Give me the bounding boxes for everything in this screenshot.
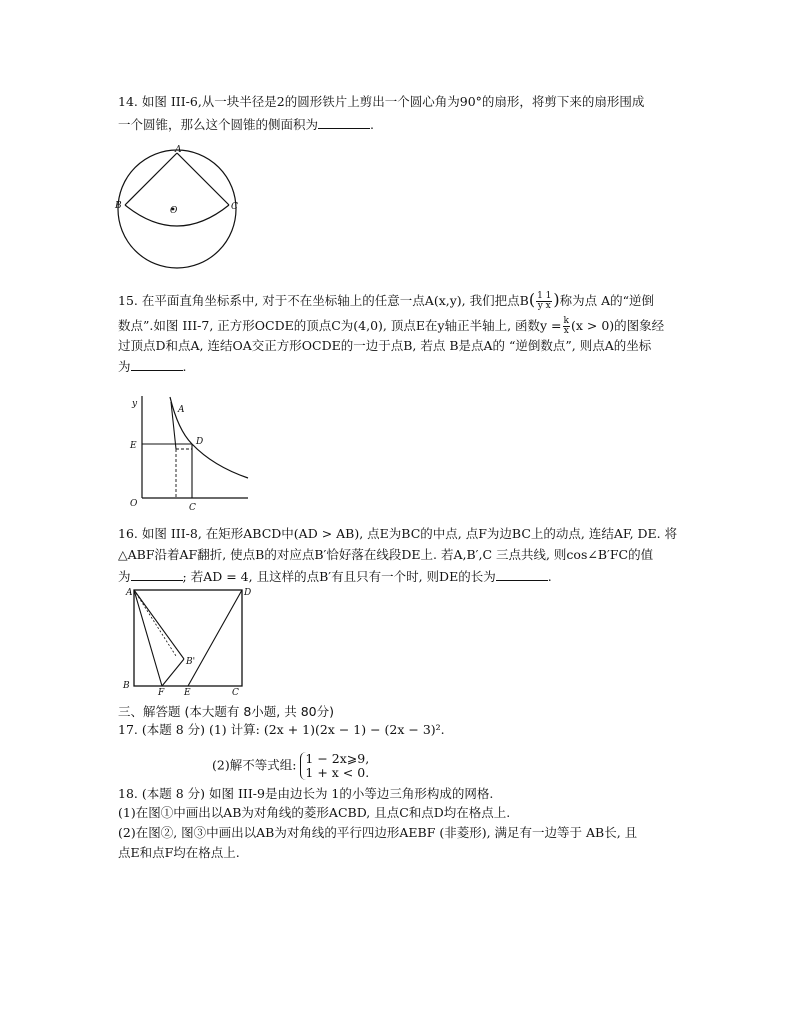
fig8-label-bprime: B' — [186, 657, 196, 667]
answer-blank — [131, 358, 183, 371]
fig7-label-o: O — [130, 499, 138, 509]
fig7-label-a: A — [178, 405, 185, 415]
fig6-label-b: B — [115, 201, 122, 211]
section-3-title: 三、解答题 (本大题有 8小题, 共 80分) — [118, 704, 334, 719]
q18-line-4: 点E和点F均在格点上. — [118, 845, 240, 860]
q15-line-2: 数点”.如图 III-7, 正方形OCDE的顶点C为(4,0), 顶点E在y轴正半轴上, 函数y = $\frac{k}{x}$ (x > 0)的图象经 — [118, 316, 665, 336]
fig6-label-a: A — [175, 145, 182, 155]
fig7-label-y: y — [132, 399, 138, 409]
fig7-label-c: C — [189, 503, 196, 513]
q16-line-2: △ABF沿着AF翻折, 使点B的对应点B′恰好落在线段DE上. 若A,B′,C 三点共线, 则cos∠B′FC的值 — [118, 547, 654, 562]
q15-line-4: 为 . — [118, 359, 187, 374]
q15-function-fraction: $\frac{k}{x}$ — [563, 316, 569, 336]
q15-fraction: $\frac{1 1}{\text{y x}}$ — [537, 291, 552, 311]
answer-blank — [318, 116, 370, 129]
fig8-label-c: C — [232, 688, 239, 698]
q18-line-2: (1)在图①中画出以AB为对角线的菱形ACBD, 且点C和点D均在格点上. — [118, 805, 511, 820]
q18-line-1: 18. (本题 8 分) 如图 III-9是由边长为 1的小等边三角形构成的网格. — [118, 786, 494, 801]
answer-blank — [496, 568, 548, 581]
fig8-label-f: F — [158, 688, 165, 698]
q15-line-1: 15. 在平面直角坐标系中, 对于不在坐标轴上的任意一点A(x,y), 我们把点B( $\frac{1 1}{\text{y x}}$ )称为点 A的“逆倒 — [118, 290, 655, 311]
figure-iii-8 — [118, 584, 258, 698]
figure-iii-6 — [112, 143, 252, 273]
q16-line-3: 为 ; 若AD = 4, 且这样的点B′有且只有一个时, 则DE的长为 . — [118, 569, 552, 584]
fig8-label-e: E — [184, 688, 191, 698]
q15-line-3: 过顶点D和点A, 连结OA交正方形OCDE的一边于点B, 若点 B是点A的 “逆倒数点”, 则点A的坐标 — [118, 338, 652, 353]
q17-line-1: 17. (本题 8 分) (1) 计算: (2x + 1)(2x − 1) − (2x − 3)². — [118, 722, 445, 737]
answer-blank — [131, 568, 183, 581]
fig8-label-a: A — [126, 588, 133, 598]
fig8-label-b: B — [123, 681, 130, 691]
fig6-label-c: C — [231, 202, 238, 212]
q14-line-1: 14. 如图 III-6,从一块半径是2的圆形铁片上剪出一个圆心角为90°的扇形，将剪下来的扇形围成 — [118, 94, 645, 109]
q18-line-3: (2)在图②, 图③中画出以AB为对角线的平行四边形AEBF (非菱形), 满足有一边等于 AB长, 且 — [118, 825, 638, 840]
fig7-label-e: E — [130, 441, 137, 451]
q14-line-2: 一个圆锥，那么这个圆锥的侧面积为 . — [118, 117, 374, 132]
fig7-label-d: D — [196, 437, 204, 447]
q17-part-2: (2)解不等式组: 1 − 2x⩾9, 1 + x < 0. — [212, 751, 370, 780]
inequality-system: 1 − 2x⩾9, 1 + x < 0. — [300, 752, 369, 780]
fig6-label-o: O — [170, 206, 178, 216]
q16-line-1: 16. 如图 III-8, 在矩形ABCD中(AD > AB), 点E为BC的中点, 点F为边BC上的动点, 连结AF, DE. 将 — [118, 526, 678, 541]
figure-iii-7 — [118, 392, 258, 514]
fig8-label-d: D — [244, 588, 252, 598]
